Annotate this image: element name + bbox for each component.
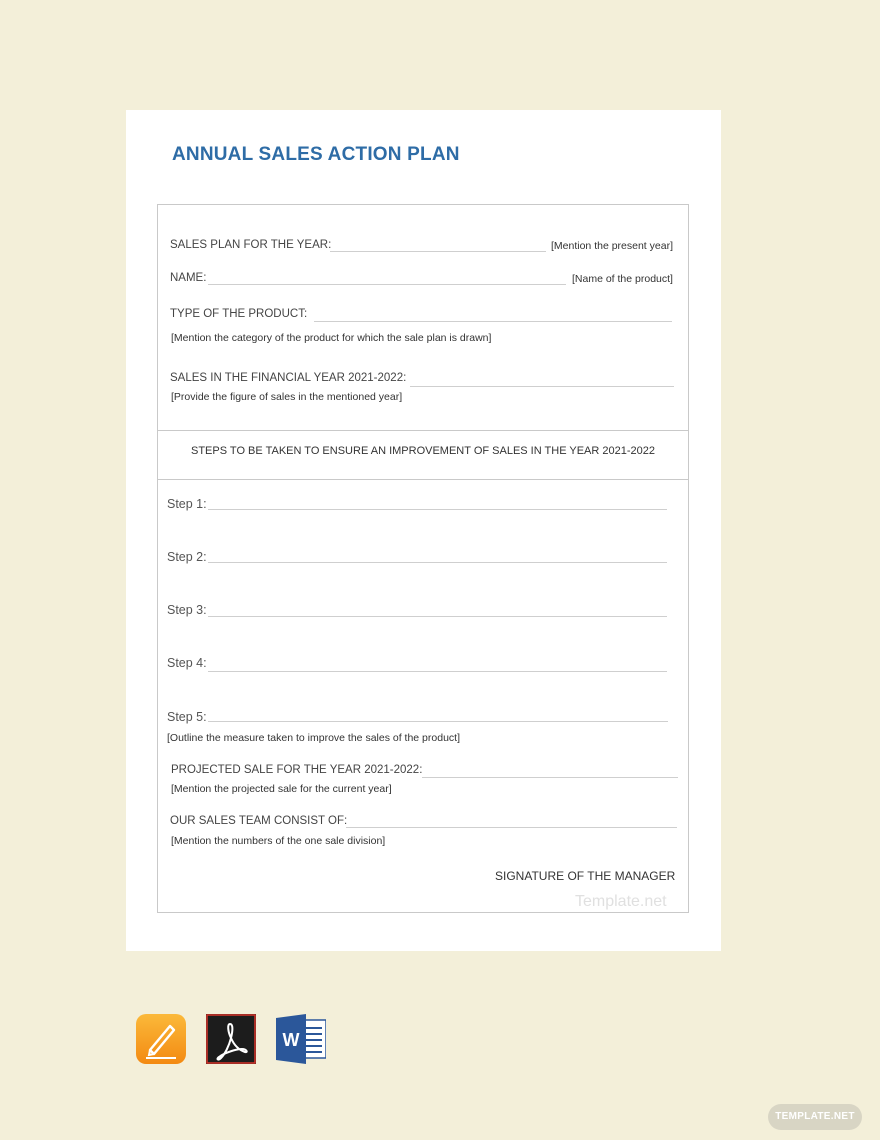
product-type-line[interactable] <box>314 321 672 322</box>
name-hint: [Name of the product] <box>572 273 673 285</box>
financial-sales-note: [Provide the figure of sales in the mentioned year] <box>171 391 403 403</box>
financial-sales-line[interactable] <box>410 386 674 387</box>
pages-icon[interactable] <box>136 1014 186 1064</box>
form-frame <box>157 204 689 913</box>
step-label: Step 4: <box>167 656 207 670</box>
step-label: Step 2: <box>167 550 207 564</box>
steps-heading: STEPS TO BE TAKEN TO ENSURE AN IMPROVEMENT OF SALES IN THE YEAR 2021-2022 <box>191 445 655 457</box>
name-line[interactable] <box>208 284 566 285</box>
word-icon[interactable] <box>276 1014 326 1064</box>
manager-signature-label: SIGNATURE OF THE MANAGER <box>495 869 676 883</box>
team-note: [Mention the numbers of the one sale division] <box>171 835 386 847</box>
step-label: Step 1: <box>167 497 207 511</box>
plan-year-line[interactable] <box>330 251 546 252</box>
plan-year-label: SALES PLAN FOR THE YEAR: <box>170 239 332 251</box>
product-type-note: [Mention the category of the product for which the sale plan is drawn] <box>171 332 492 344</box>
step-line[interactable] <box>208 562 667 563</box>
plan-year-hint: [Mention the present year] <box>551 240 673 252</box>
team-label: OUR SALES TEAM CONSIST OF: <box>170 815 348 827</box>
steps-note: [Outline the measure taken to improve the sales of the product] <box>167 732 460 744</box>
step-line[interactable] <box>208 616 667 617</box>
projected-note: [Mention the projected sale for the current year] <box>171 783 392 795</box>
step-line[interactable] <box>208 509 667 510</box>
product-type-label: TYPE OF THE PRODUCT: <box>170 308 308 320</box>
name-label: NAME: <box>170 272 207 284</box>
section-divider-top <box>158 430 688 431</box>
pdf-icon[interactable] <box>206 1014 256 1064</box>
watermark: Template.net <box>575 893 667 910</box>
step-line[interactable] <box>208 671 667 672</box>
projected-label: PROJECTED SALE FOR THE YEAR 2021-2022: <box>171 764 423 776</box>
step-label: Step 5: <box>167 710 207 724</box>
svg-text:W: W <box>282 1030 300 1050</box>
financial-sales-label: SALES IN THE FINANCIAL YEAR 2021-2022: <box>170 372 407 384</box>
section-divider-bottom <box>158 479 688 480</box>
document-sheet <box>126 110 721 951</box>
template-net-badge[interactable]: TEMPLATE.NET <box>768 1104 862 1130</box>
document-title: ANNUAL SALES ACTION PLAN <box>172 144 460 165</box>
team-line[interactable] <box>346 827 677 828</box>
projected-line[interactable] <box>422 777 678 778</box>
step-line[interactable] <box>208 721 668 722</box>
step-label: Step 3: <box>167 603 207 617</box>
